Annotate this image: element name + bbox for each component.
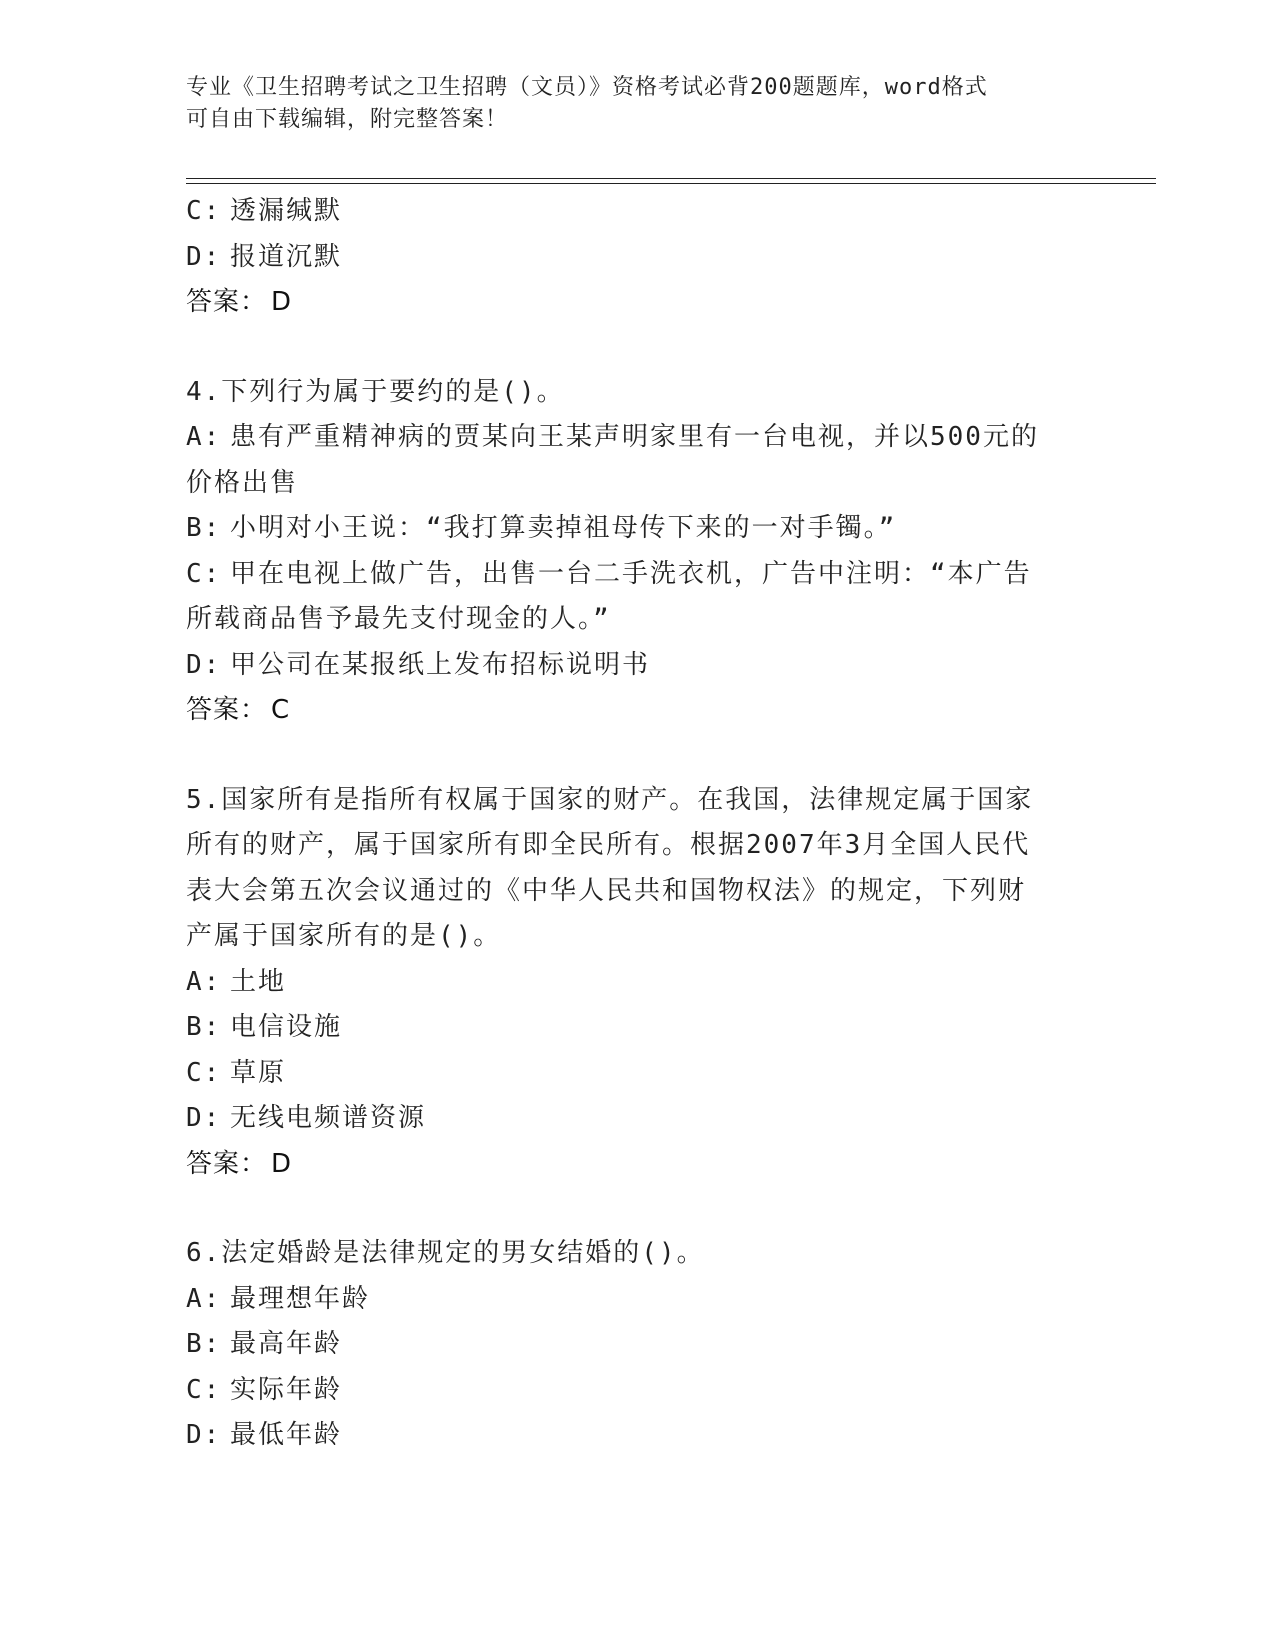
option-row [186, 1005, 1076, 1051]
option-row [186, 643, 1076, 689]
option-text: 电信设施 [230, 1012, 343, 1042]
option-text: 最理想年龄 [230, 1283, 371, 1314]
option-row [186, 1096, 1076, 1142]
question-fragment [186, 189, 1076, 326]
question-stem: 5.国家所有是指所有权属于国家的财产。在我国，法律规定属于国家 [186, 784, 1034, 815]
question-block [186, 778, 1076, 1188]
answer-line [186, 688, 1076, 734]
option-text: 甲公司在某报纸上发布招标说明书 [230, 649, 651, 680]
option-text: 小明对小王说：“我打算卖掉祖母传下来的一对手镯。” [230, 513, 897, 543]
option-row [186, 1413, 1076, 1459]
question-stem: 产属于国家所有的是()。 [186, 921, 502, 951]
option-row [186, 960, 1076, 1006]
option-row [186, 1051, 1076, 1097]
answer-line [186, 1142, 1076, 1188]
option-text: 透漏缄默 [230, 196, 343, 226]
option-continuation: 价格出售 [186, 467, 299, 498]
option-text: 甲在电视上做广告，出售一台二手洗衣机，广告中注明：“本广告 [230, 558, 1032, 589]
option-letter: C: [186, 558, 222, 589]
option-row [186, 552, 1076, 598]
option-letter: D: [186, 649, 222, 680]
option-letter: C: [186, 1374, 222, 1405]
option-text: 土地 [230, 966, 287, 997]
answer-value: C [271, 695, 291, 725]
question-block [186, 1231, 1076, 1459]
option-letter: A: [186, 422, 222, 452]
option-letter: B: [186, 1329, 222, 1359]
option-row [186, 235, 1076, 281]
option-letter: D: [186, 241, 222, 272]
option-letter: A: [186, 1283, 222, 1314]
document-body [186, 189, 1076, 1459]
option-row [186, 189, 1076, 235]
option-letter: A: [186, 966, 222, 997]
answer-label: 答案： [186, 287, 268, 317]
option-text: 最低年龄 [230, 1420, 343, 1450]
page-header [186, 72, 1066, 136]
option-text: 实际年龄 [230, 1374, 343, 1405]
option-row [186, 1322, 1076, 1368]
answer-value: D [271, 287, 293, 317]
header-divider-bottom [186, 183, 1156, 184]
option-letter: B: [186, 513, 222, 543]
header-line-2: 可自由下载编辑，附完整答案！ [186, 107, 509, 132]
option-row [186, 506, 1076, 552]
option-row [186, 1277, 1076, 1323]
option-text: 患有严重精神病的贾某向王某声明家里有一台电视，并以500元的 [230, 422, 1039, 452]
option-letter: C: [186, 1057, 222, 1088]
answer-value: D [271, 1148, 293, 1179]
option-letter: D: [186, 1420, 222, 1450]
question-stem: 所有的财产，属于国家所有即全民所有。根据2007年3月全国人民代 [186, 830, 1031, 860]
question-block [186, 370, 1076, 734]
option-text: 无线电频谱资源 [230, 1103, 427, 1133]
answer-line [186, 280, 1076, 326]
option-letter: D: [186, 1103, 222, 1133]
question-stem: 4.下列行为属于要约的是()。 [186, 376, 565, 407]
question-stem: 表大会第五次会议通过的《中华人民共和国物权法》的规定，下列财 [186, 875, 1027, 906]
answer-label: 答案： [186, 1148, 268, 1179]
option-letter: B: [186, 1012, 222, 1042]
header-line-1: 专业《卫生招聘考试之卫生招聘（文员）》资格考试必背200题题库，word格式 [186, 75, 988, 100]
option-text: 草原 [230, 1057, 287, 1088]
option-continuation: 所载商品售予最先支付现金的人。” [186, 604, 611, 634]
option-letter: C: [186, 196, 222, 226]
option-row [186, 415, 1076, 461]
option-row [186, 1368, 1076, 1414]
answer-label: 答案： [186, 695, 268, 725]
question-stem: 6.法定婚龄是法律规定的男女结婚的()。 [186, 1238, 705, 1268]
header-divider-top [186, 178, 1156, 179]
option-text: 最高年龄 [230, 1329, 343, 1359]
option-text: 报道沉默 [230, 241, 343, 272]
